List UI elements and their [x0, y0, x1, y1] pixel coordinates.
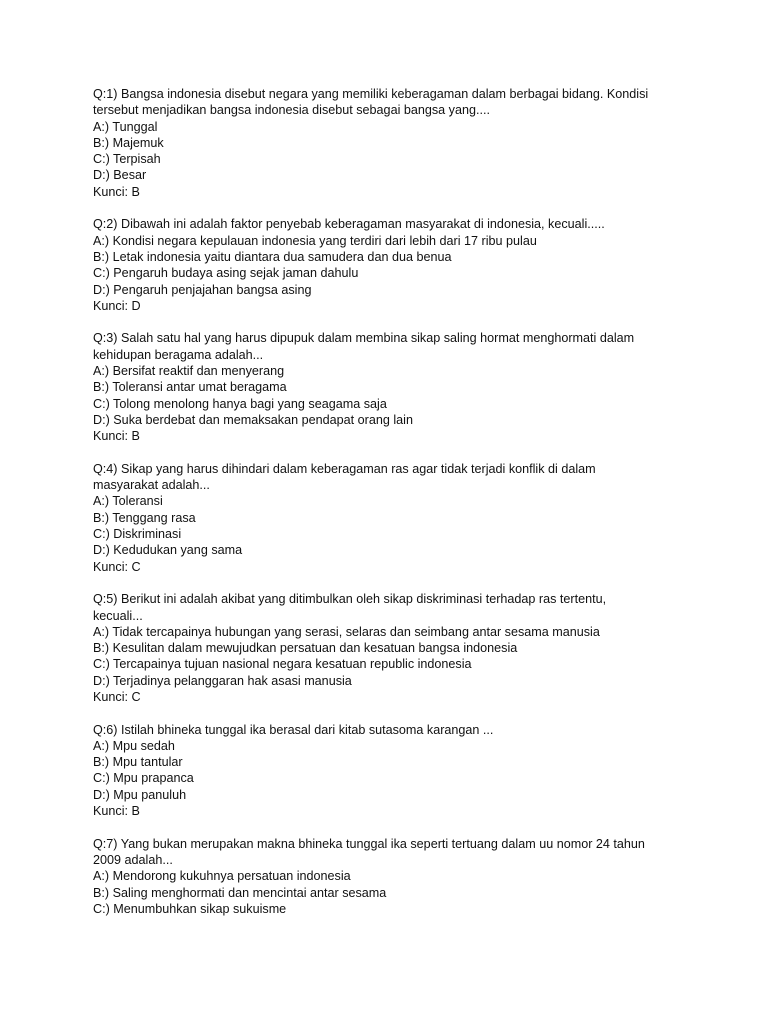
question-text: Q:5) Berikut ini adalah akibat yang ditimbulkan oleh sikap diskriminasi terhadap ras tertentu,	[93, 592, 607, 607]
question-text: kehidupan beragama adalah...	[93, 347, 264, 362]
question-6	[93, 722, 693, 820]
option-d: D:) Besar	[93, 168, 147, 183]
document-page	[93, 86, 693, 933]
option-b: B:) Mpu tantular	[93, 755, 183, 770]
question-text: Q:2) Dibawah ini adalah faktor penyebab keberagaman masyarakat di indonesia, kecuali.....	[93, 217, 605, 232]
option-a: A:) Mendorong kukuhnya persatuan indonesia	[93, 869, 351, 884]
option-c: C:) Mpu prapanca	[93, 771, 194, 786]
option-b: B:) Majemuk	[93, 135, 164, 150]
question-text: kecuali...	[93, 608, 143, 623]
question-text: 2009 adalah...	[93, 852, 173, 867]
option-c: C:) Pengaruh budaya asing sejak jaman dahulu	[93, 266, 359, 281]
option-b: B:) Toleransi antar umat beragama	[93, 380, 287, 395]
question-text: Q:1) Bangsa indonesia disebut negara yang memiliki keberagaman dalam berbagai bidang. Kondisi	[93, 87, 649, 101]
option-c: C:) Menumbuhkan sikap sukuisme	[93, 901, 287, 916]
option-c: C:) Diskriminasi	[93, 527, 182, 542]
option-b: B:) Saling menghormati dan mencintai antar sesama	[93, 885, 387, 900]
option-a: A:) Tidak tercapainya hubungan yang serasi, selaras dan seimbang antar sesama manusia	[93, 624, 600, 639]
question-text: Q:3) Salah satu hal yang harus dipupuk dalam membina sikap saling hormat menghormati dalam	[93, 331, 635, 346]
answer-key: Kunci: D	[93, 298, 141, 313]
answer-key: Kunci: C	[93, 689, 141, 704]
option-a: A:) Tunggal	[93, 119, 158, 134]
option-d: D:) Pengaruh penjajahan bangsa asing	[93, 282, 312, 297]
option-d: D:) Kedudukan yang sama	[93, 543, 243, 558]
question-text: tersebut menjadikan bangsa indonesia disebut sebagai bangsa yang....	[93, 103, 490, 118]
option-b: B:) Letak indonesia yaitu diantara dua samudera dan dua benua	[93, 249, 452, 264]
option-b: B:) Kesulitan dalam mewujudkan persatuan dan kesatuan bangsa indonesia	[93, 641, 518, 656]
option-d: D:) Suka berdebat dan memaksakan pendapat orang lain	[93, 412, 413, 427]
question-text: Q:6) Istilah bhineka tunggal ika berasal dari kitab sutasoma karangan ...	[93, 722, 494, 737]
option-c: C:) Terpisah	[93, 152, 161, 167]
option-a: A:) Kondisi negara kepulauan indonesia yang terdiri dari lebih dari 17 ribu pulau	[93, 233, 537, 248]
question-7	[93, 836, 693, 917]
answer-key: Kunci: B	[93, 429, 140, 444]
question-1	[93, 86, 693, 200]
question-text: masyarakat adalah...	[93, 478, 210, 493]
question-2	[93, 216, 693, 314]
option-a: A:) Toleransi	[93, 494, 163, 509]
option-c: C:) Tolong menolong hanya bagi yang seagama saja	[93, 396, 387, 411]
answer-key: Kunci: B	[93, 184, 140, 199]
option-d: D:) Mpu panuluh	[93, 787, 187, 802]
answer-key: Kunci: C	[93, 559, 141, 574]
option-a: A:) Mpu sedah	[93, 738, 175, 753]
answer-key: Kunci: B	[93, 804, 140, 819]
option-c: C:) Tercapainya tujuan nasional negara kesatuan republic indonesia	[93, 657, 472, 672]
question-4	[93, 461, 693, 575]
option-a: A:) Bersifat reaktif dan menyerang	[93, 364, 285, 379]
question-text: Q:4) Sikap yang harus dihindari dalam keberagaman ras agar tidak terjadi konflik di dalam	[93, 461, 596, 476]
option-b: B:) Tenggang rasa	[93, 510, 196, 525]
question-5	[93, 591, 693, 705]
option-d: D:) Terjadinya pelanggaran hak asasi manusia	[93, 673, 352, 688]
question-text: Q:7) Yang bukan merupakan makna bhineka tunggal ika seperti tertuang dalam uu nomor 24 tahun	[93, 836, 645, 851]
question-3	[93, 330, 693, 444]
